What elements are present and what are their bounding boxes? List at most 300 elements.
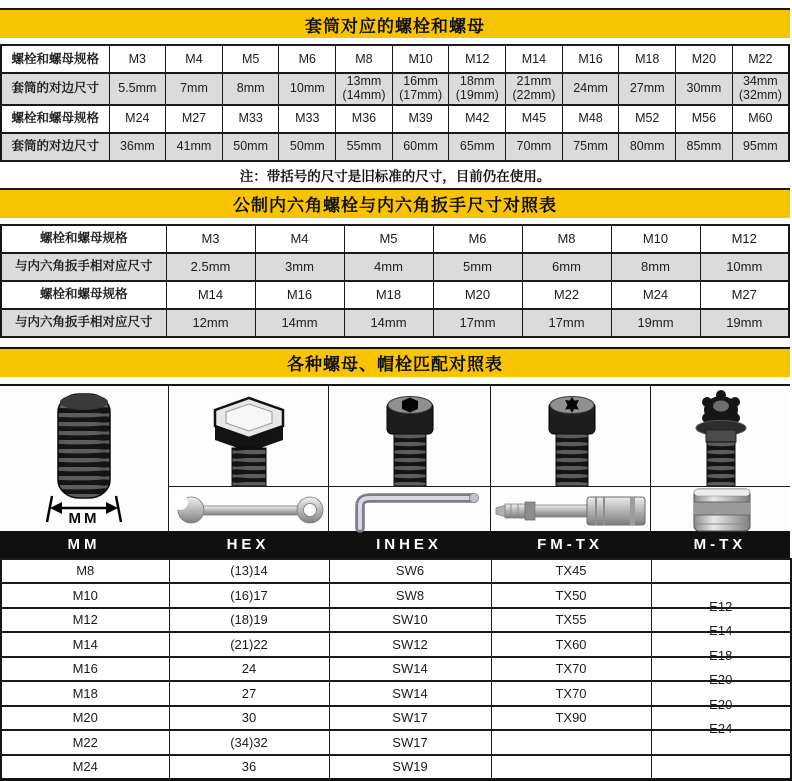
cell-text: 50mm [290,140,325,154]
table-cell [166,73,223,105]
cell-text: 65mm [460,140,495,154]
cell-text: 10mm [290,82,325,96]
cell-text: 21mm (22mm) [506,75,562,103]
cell-text: M24 [643,288,668,302]
section2-title: 公制内六角螺栓与内六角扳手尺寸对照表 [233,191,557,216]
section3-title: 各种螺母、帽栓匹配对照表 [287,350,503,375]
table-cell [562,105,619,133]
inhex-bolt-column [328,386,490,533]
cell-text: 80mm [630,140,665,154]
combination-wrench-image [169,486,328,533]
hex-wrench-size-table [0,224,790,338]
table-cell [611,253,700,281]
cell-text: 18mm (19mm) [449,75,505,103]
cell-text: 34mm (32mm) [733,75,788,103]
table-cell [255,253,344,281]
cell-text: E14 [709,623,732,638]
table-cell [255,309,344,337]
table-row [1,755,791,780]
cell-text: M4 [185,53,202,67]
cell-text: M10 [643,232,668,246]
cell-text: SW17 [392,735,427,750]
cell-text: M42 [465,112,489,126]
cell-text: TX70 [555,686,586,701]
table-cell [732,45,789,73]
table-cell [392,105,449,133]
fm-tx-bolt-column [490,386,650,533]
cell-text: 与内六角扳手相对应尺寸 [15,316,153,330]
cell-text: 14mm [281,316,317,330]
cell-text: 60mm [403,140,438,154]
hex-bolt-icon [169,386,329,486]
page [0,8,790,752]
table-cell [619,45,676,73]
table-cell [1,73,109,105]
cell-text: SW14 [392,661,427,676]
mm-arrow-label: MM [0,510,168,527]
table-cell [562,73,619,105]
cell-text: E18 [709,648,732,663]
cell-text: SW6 [396,563,424,578]
table-cell [169,583,329,608]
cell-text: 与内六角扳手相对应尺寸 [15,260,153,274]
cell-text: M45 [522,112,546,126]
table-cell [491,657,651,682]
table-cell [522,253,611,281]
table-cell [1,632,169,657]
cell-text: M12 [732,232,757,246]
cell-text: M24 [125,112,149,126]
torx-bit-socket-image [491,486,650,533]
table-cell [732,73,789,105]
table-cell [109,45,166,73]
cell-text: SW14 [392,686,427,701]
table-cell [562,133,619,161]
cell-text: TX50 [555,588,586,603]
cell-text: 14mm [370,316,406,330]
cell-text: 27mm [630,82,665,96]
table-row [1,73,789,105]
table-cell [169,657,329,682]
cell-text: M4 [290,232,308,246]
table-row [1,45,789,73]
old-standard-note: 注：带括号的尺寸是旧标准的尺寸，目前仍在使用。 [0,162,790,188]
table-cell [433,281,522,309]
cell-text: M8 [355,53,372,67]
table-row [1,583,791,608]
table-cell [1,253,166,281]
cell-text: 30mm [687,82,722,96]
table-cell [449,73,506,105]
table-row [1,225,789,253]
cell-text: M10 [408,53,432,67]
table-cell [433,253,522,281]
cell-text: M6 [299,53,316,67]
table-cell [1,608,169,633]
table-cell [1,45,109,73]
cell-text: M16 [578,53,602,67]
table-cell [279,105,336,133]
cell-text: M22 [554,288,579,302]
table-cell [1,133,109,161]
table-cell [611,309,700,337]
section2-title-bar [0,188,790,218]
table-cell [336,133,393,161]
cell-text: 27 [242,686,256,701]
table-cell [506,45,563,73]
table-cell [491,681,651,706]
table-cell [255,281,344,309]
cell-text: E24 [709,721,732,736]
table-row [1,730,791,755]
table-cell [611,281,700,309]
cell-text: M56 [692,112,716,126]
cell-text: (18)19 [230,612,268,627]
cell-text: 30 [242,710,256,725]
table-cell [222,133,279,161]
table-cell [651,755,791,780]
cell-text: 10mm [726,260,762,274]
table-row [1,681,791,706]
table-cell [109,73,166,105]
table-cell [336,45,393,73]
cell-text: M48 [578,112,602,126]
cell-text: M33 [238,112,262,126]
cell-text: 2.5mm [191,260,231,274]
cell-text: E20 [709,672,732,687]
cell-text: M14 [522,53,546,67]
allen-key-icon [330,488,490,532]
table-cell [1,706,169,731]
cell-text: M52 [635,112,659,126]
cell-text: 8mm [237,82,265,96]
cell-text: M18 [73,686,98,701]
cell-text: M18 [635,53,659,67]
table-row [1,133,789,161]
external-torx-bolt-image [651,386,790,486]
table-cell [329,755,491,780]
table-cell [491,583,651,608]
cell-text: E12 [709,599,732,614]
bolt-type-image-panel [0,384,790,531]
cell-text: SW17 [392,710,427,725]
table-cell [166,309,255,337]
cell-text: M20 [692,53,716,67]
table-cell [329,681,491,706]
cell-text: M22 [748,53,772,67]
inhex-bolt-image [329,386,490,486]
table-cell [1,281,166,309]
table-cell [619,73,676,105]
allen-key-image [329,486,490,533]
cell-text: 螺栓和螺母规格 [40,288,128,302]
table-cell [700,281,789,309]
cell-text: M12 [73,612,98,627]
table-cell [329,657,491,682]
table-cell [522,309,611,337]
torx-bit-socket-icon [492,488,650,532]
table-cell [279,73,336,105]
table-row [1,309,789,337]
cell-text: 套筒的对边尺寸 [11,82,99,96]
cell-text: (13)14 [230,563,268,578]
cell-text: M24 [73,759,98,774]
table-cell [109,105,166,133]
table-row [1,559,791,584]
cell-text: 螺栓和螺母规格 [11,112,99,126]
cell-text: M20 [465,288,490,302]
table-cell [392,45,449,73]
table-cell [676,73,733,105]
cell-text: 19mm [726,316,762,330]
cell-text: 12mm [192,316,228,330]
table-cell [329,583,491,608]
cell-text: 19mm [637,316,673,330]
cell-text: M18 [376,288,401,302]
cell-text: 55mm [347,140,382,154]
table-row [1,608,791,633]
cell-text: SW12 [392,637,427,652]
cell-text: 36mm [120,140,155,154]
table-cell [433,309,522,337]
header-inhex: INHEX [328,536,490,553]
cell-text: 8mm [641,260,670,274]
table-cell [166,105,223,133]
table-cell [1,225,166,253]
table-cell [166,133,223,161]
cell-text: M10 [73,588,98,603]
table-cell [700,225,789,253]
table-cell [651,583,791,608]
table-cell [1,559,169,584]
cell-text: 85mm [687,140,722,154]
table-cell [506,105,563,133]
table-cell [676,45,733,73]
stud-image-column [0,386,168,533]
cell-text: SW10 [392,612,427,627]
torx-bolt-image [491,386,650,486]
table-cell [1,755,169,780]
table-cell [449,133,506,161]
cell-text: 5.5mm [118,82,156,96]
table-cell [279,45,336,73]
header-m-tx: M-TX [650,536,790,553]
table-cell [619,133,676,161]
table-cell [169,632,329,657]
table-row [1,632,791,657]
table-row [1,657,791,682]
table-cell [109,133,166,161]
cell-text: SW8 [396,588,424,603]
table-cell [222,73,279,105]
table-cell [1,681,169,706]
cell-text: 3mm [285,260,314,274]
table-cell [506,133,563,161]
table-cell [562,45,619,73]
table-cell [329,632,491,657]
table-cell [491,632,651,657]
table-cell [329,730,491,755]
table-cell [491,730,651,755]
cell-text: 95mm [743,140,778,154]
table-cell [329,608,491,633]
cell-text: 螺栓和螺母规格 [40,232,128,246]
nut-cap-bolt-match-table [0,558,792,781]
table-cell [392,73,449,105]
hex-bolt-column [168,386,328,533]
table-cell [491,755,651,780]
table-cell [433,225,522,253]
cell-text: M20 [73,710,98,725]
cell-text: M22 [73,735,98,750]
table-cell [329,706,491,731]
table-row [1,105,789,133]
cell-text: 75mm [573,140,608,154]
table-cell [169,755,329,780]
cell-text: (34)32 [230,735,268,750]
cell-text: 16mm (17mm) [393,75,449,103]
hex-bolt-image [169,386,328,486]
cell-text: M27 [732,288,757,302]
table-cell [611,225,700,253]
cell-text: M27 [182,112,206,126]
cell-text: M3 [129,53,146,67]
cell-text: 13mm (14mm) [336,75,392,103]
table-cell [344,253,433,281]
cell-text: 36 [242,759,256,774]
cell-text: TX45 [555,563,586,578]
table-cell [449,45,506,73]
cell-text: 24 [242,661,256,676]
torx-screw-icon [491,386,651,486]
cell-text: 4mm [374,260,403,274]
cell-text: TX55 [555,612,586,627]
table-cell [169,681,329,706]
header-mm: MM [0,536,168,553]
table-cell [491,559,651,584]
header-hex: HEX [168,536,328,553]
table-cell [344,225,433,253]
cell-text: M39 [408,112,432,126]
external-torx-screw-icon [651,386,791,486]
cell-text: SW19 [392,759,427,774]
table-cell [1,583,169,608]
table-cell [169,706,329,731]
cell-text: M16 [73,661,98,676]
table-cell [1,730,169,755]
table-cell [491,608,651,633]
table-cell [732,133,789,161]
table-cell [449,105,506,133]
table-cell [336,73,393,105]
cell-text: M8 [557,232,575,246]
table-cell [222,105,279,133]
table-cell [1,657,169,682]
cell-text: (16)17 [230,588,268,603]
cell-text: 螺栓和螺母规格 [11,53,99,67]
cell-text: M12 [465,53,489,67]
cell-text: 17mm [548,316,584,330]
table-cell [329,559,491,584]
m-tx-bolt-column [650,386,790,533]
socket-image [651,486,790,533]
table-row [1,706,791,731]
cell-text: M5 [379,232,397,246]
table-cell [166,253,255,281]
table-cell [255,225,344,253]
table-cell [344,281,433,309]
cell-text: M33 [295,112,319,126]
cell-text: M60 [748,112,772,126]
table-cell [732,105,789,133]
table-cell [169,730,329,755]
table-row [1,281,789,309]
match-table-header [0,531,790,558]
cell-text: M8 [76,563,94,578]
cell-text: TX70 [555,661,586,676]
cell-text: 6mm [552,260,581,274]
cell-text: 5mm [463,260,492,274]
header-fm-tx: FM-TX [490,536,650,553]
table-cell [1,309,166,337]
cell-text: 17mm [459,316,495,330]
table-cell [169,559,329,584]
table-cell [166,45,223,73]
table-cell [522,225,611,253]
table-cell [166,281,255,309]
table-cell [619,105,676,133]
cell-text: E20 [709,697,732,712]
table-cell [392,133,449,161]
cell-text: 24mm [573,82,608,96]
table-cell [491,706,651,731]
cell-text: 41mm [177,140,212,154]
section1-title: 套筒对应的螺栓和螺母 [305,12,485,37]
combination-wrench-icon [170,488,328,532]
cell-text: 套筒的对边尺寸 [11,140,99,154]
table-cell [700,309,789,337]
cell-text: (21)22 [230,637,268,652]
table-row [1,253,789,281]
section1-title-bar [0,8,790,38]
cell-text: M14 [73,637,98,652]
table-cell [700,253,789,281]
cell-text: M6 [468,232,486,246]
socket-size-table [0,44,790,162]
table-cell [336,105,393,133]
table-cell [1,105,109,133]
cell-text: 70mm [517,140,552,154]
table-cell [676,105,733,133]
table-cell [169,608,329,633]
cell-text: M14 [198,288,223,302]
cell-text: TX90 [555,710,586,725]
table-cell [522,281,611,309]
cell-text: M36 [352,112,376,126]
table-cell [506,73,563,105]
cell-text: 7mm [180,82,208,96]
cell-text: M3 [201,232,219,246]
cell-text: TX60 [555,637,586,652]
table-cell [279,133,336,161]
socket-head-screw-icon [329,386,491,486]
socket-icon [652,488,790,532]
table-cell [676,133,733,161]
table-cell [344,309,433,337]
table-cell [222,45,279,73]
cell-text: M5 [242,53,259,67]
table-cell [166,225,255,253]
